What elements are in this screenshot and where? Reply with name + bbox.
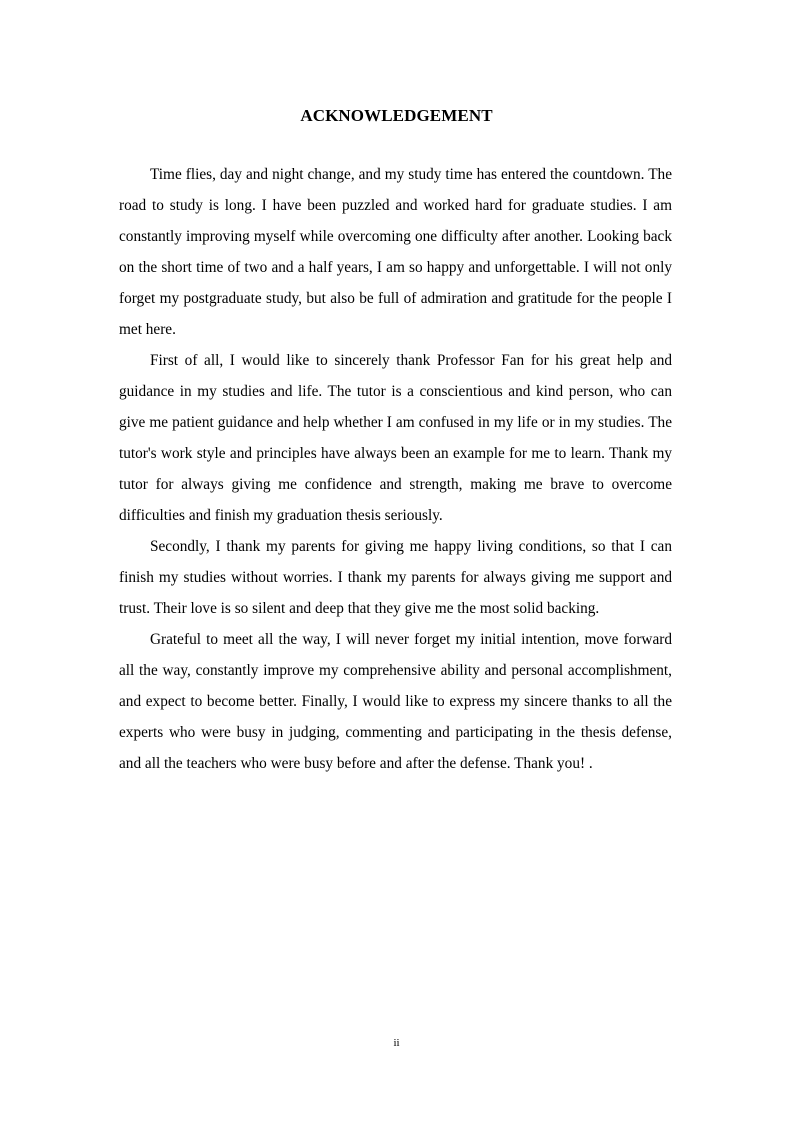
page-title: ACKNOWLEDGEMENT: [300, 106, 493, 125]
paragraph-thanks-parents: Secondly, I thank my parents for giving me happy living conditions, so that I can finish my studies without worries. I thank my parents for always giving me support and trust. Their love is so silent and deep that they give me the most solid backing.: [119, 538, 672, 617]
paragraph-time-flies: Time flies, day and night change, and my study time has entered the countdown. The road to study is long. I have been puzzled and worked hard for graduate studies. I am constantly improving myself while overcoming one difficulty after another. Looking back on the short time of two and a half years, I am so happy and unforgettable. I will not only forget my postgraduate study, but also be full of admiration and gratitude for the people I met here.: [119, 166, 672, 338]
page-number: ii: [393, 1037, 400, 1049]
body-text: [119, 159, 672, 779]
paragraph-closing-thanks: Grateful to meet all the way, I will never forget my initial intention, move forward all the way, constantly improve my comprehensive ability and personal accomplishment, and expect to become better. Finally, I would like to express my sincere thanks to all the experts who were busy in judging, commenting and participating in the thesis defense, and all the teachers who were busy before and after the defense. Thank you! .: [119, 631, 672, 772]
paragraph-thanks-professor: First of all, I would like to sincerely thank Professor Fan for his great help and guidance in my studies and life. The tutor is a conscientious and kind person, who can give me patient guidance and help whether I am confused in my life or in my studies. The tutor's work style and principles have always been an example for me to learn. Thank my tutor for always giving me confidence and strength, making me brave to overcome difficulties and finish my graduation thesis seriously.: [119, 352, 672, 524]
